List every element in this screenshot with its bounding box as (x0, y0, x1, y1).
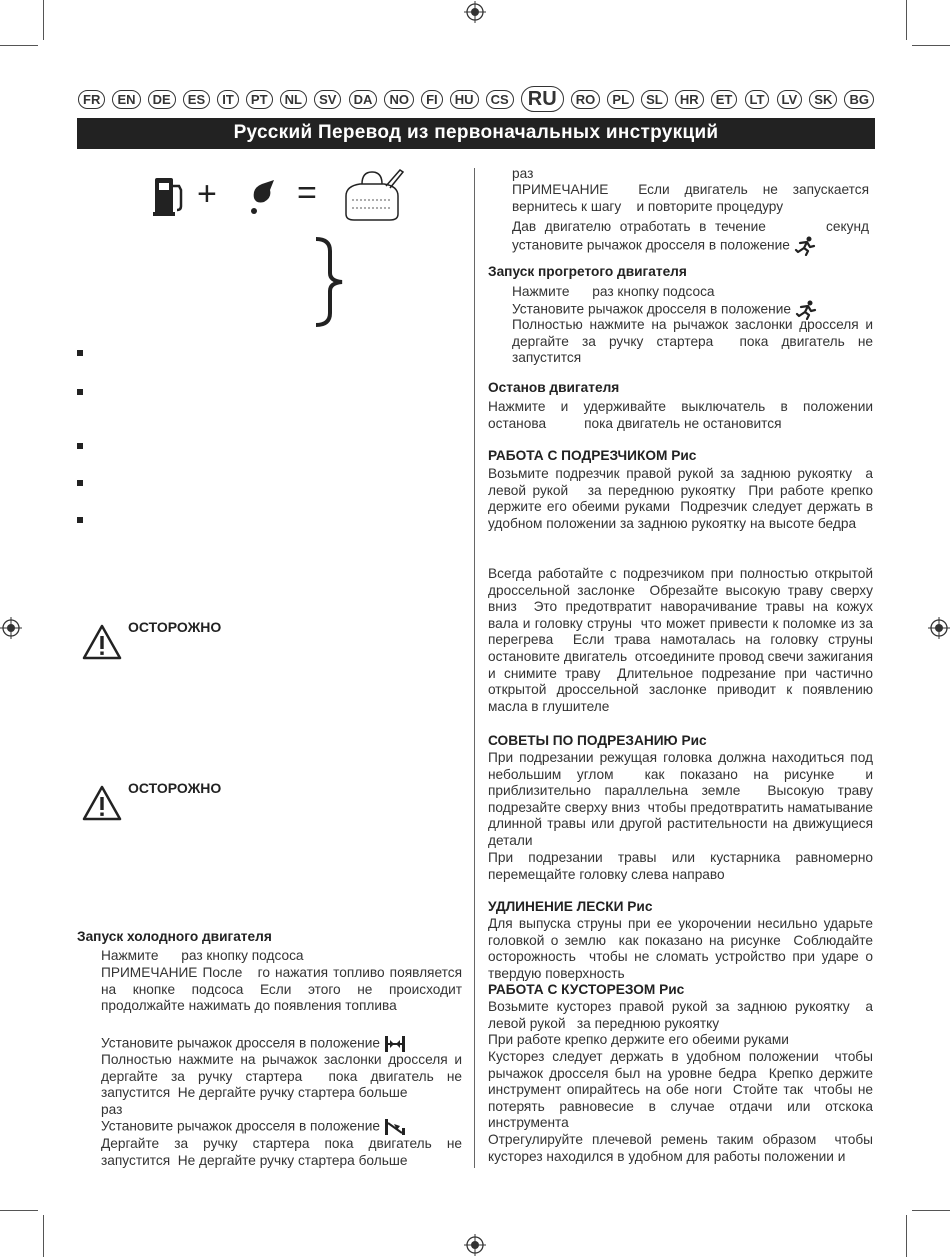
section-heading-tips: СОВЕТЫ ПО ПОДРЕЗАНИЮ Рис (488, 733, 707, 748)
section-heading-stop: Останов двигателя (488, 380, 620, 395)
bullet-marker (77, 350, 83, 356)
section-heading-warm-start: Запуск прогретого двигателя (488, 264, 687, 279)
fuel-can-icon (340, 166, 404, 222)
brushcutter-text: Отрегулируйте плечевой ремень таким образом чтобы кусторез находился в удобном для работы положении и (488, 1132, 877, 1164)
section-heading-brushcutter: РАБОТА С КУСТОРЕЗОМ Рис (488, 982, 685, 997)
line-text: Для выпуска струны при ее укорочении несильно ударьте головкой о землю как показано на рисунке Соблюдайте осторожность чтобы не сломать устройство при ударе о твердую поверхность (488, 916, 877, 981)
step-text (512, 219, 873, 256)
language-pt: PT (246, 90, 273, 109)
bullet-marker (77, 480, 83, 486)
language-hu: HU (450, 90, 479, 109)
crop-mark (912, 45, 950, 46)
language-nl: NL (280, 90, 307, 109)
language-en: EN (112, 90, 140, 109)
section-heading-cold-start: Запуск холодного двигателя (77, 929, 272, 944)
section-heading-line: УДЛИНЕНИЕ ЛЕСКИ Рис (488, 899, 653, 914)
bullet-marker (77, 389, 83, 395)
language-es: ES (183, 90, 210, 109)
warning-label: ОСТОРОЖНО (128, 619, 222, 635)
language-de: DE (148, 90, 176, 109)
choke-closed-icon (384, 1035, 406, 1053)
cold-start-step-text: Установите рычажок дросселя в положение (101, 1035, 380, 1051)
language-hr: HR (675, 90, 704, 109)
cold-start-step: Дергайте за ручку стартера пока двигатель не запустится Не дергайте ручку стартера больше (101, 1136, 466, 1168)
cold-start-step-text: Установите рычажок дросселя в положение (101, 1118, 380, 1134)
registration-mark-icon (928, 617, 950, 639)
language-it: IT (217, 90, 239, 109)
registration-mark-icon (464, 1234, 486, 1256)
oil-drop-icon (244, 178, 280, 216)
cold-start-step: Полностью нажмите на рычажок заслонки дросселя и дергайте за ручку стартера пока двигатель не запустится Не дергайте ручку стартера больше (101, 1052, 466, 1101)
stop-text: Нажмите и удерживайте выключатель в положении останова пока двигатель не остановится (488, 399, 877, 431)
language-bg: BG (844, 90, 874, 109)
plus-sign: + (197, 175, 217, 213)
crop-mark (0, 45, 38, 46)
fuel-pump-icon (153, 176, 187, 216)
language-fi: FI (421, 90, 443, 109)
language-fr: FR (78, 90, 105, 109)
registration-mark-icon (464, 1, 486, 23)
crop-mark (912, 1210, 950, 1211)
cold-start-step (101, 1118, 462, 1136)
crop-mark (906, 0, 907, 40)
warning-triangle-icon (82, 624, 122, 660)
language-cs: CS (486, 90, 514, 109)
page-title: Русский Перевод из первоначальных инструкций (77, 118, 875, 149)
brushcutter-text: Кусторез следует держать в удобном положении чтобы рычажок дросселя был на уровне бедра Крепко держите инструмент опирайтесь на обе ноги Стойте так чтобы не потерять равновесие в случае отдачи или отскока инструмента (488, 1049, 877, 1131)
column-divider (474, 168, 475, 1168)
warm-start-step: Нажмите раз кнопку подсоса (512, 284, 715, 299)
language-sk: SK (809, 90, 837, 109)
language-ro: RO (571, 90, 601, 109)
warm-start-step: Полностью нажмите на рычажок заслонки дросселя и дергайте за ручку стартера пока двигатель не запустится (512, 317, 877, 366)
continued-text: раз (512, 166, 534, 181)
language-sv: SV (314, 90, 341, 109)
cold-start-note: ПРИМЕЧАНИЕ После го нажатия топливо появляется на кнопке подсоса Если этого не происходит продолжайте нажимать до появления топлива (101, 965, 466, 1014)
section-heading-trimmer: РАБОТА С ПОДРЕЗЧИКОМ Рис (488, 448, 697, 463)
language-et: ET (711, 90, 738, 109)
warning-triangle-icon (82, 785, 122, 821)
brushcutter-text: При работе крепко держите его обеими руками (488, 1032, 789, 1047)
language-no: NO (384, 90, 414, 109)
language-da: DA (349, 90, 378, 109)
note-text: ПРИМЕЧАНИЕ Если двигатель не запускается вернитесь к шагу и повторите процедуру (512, 182, 873, 214)
crop-mark (906, 1215, 907, 1257)
cold-start-step (101, 1035, 462, 1053)
run-position-icon (794, 236, 816, 256)
language-sl: SL (641, 90, 668, 109)
language-lv: LV (777, 90, 803, 109)
brushcutter-text: Возьмите кусторез правой рукой за заднюю рукоятку а левой рукой за переднюю рукоятку (488, 999, 877, 1031)
curly-brace-icon (312, 237, 346, 327)
language-pl: PL (607, 90, 634, 109)
cold-start-step: Нажмите раз кнопку подсоса (101, 948, 304, 963)
crop-mark (43, 1215, 44, 1257)
language-lt: LT (745, 90, 770, 109)
language-ru: RU (521, 86, 564, 112)
language-selector (78, 86, 874, 112)
warning-label: ОСТОРОЖНО (128, 780, 222, 796)
crop-mark (0, 1210, 38, 1211)
tips-text: При подрезании травы или кустарника равномерно перемещайте головку слева направо (488, 850, 877, 882)
registration-mark-icon (0, 617, 22, 639)
cold-start-step: раз (101, 1102, 123, 1117)
tips-text: При подрезании режущая головка должна находиться под небольшим углом как показано на рисунке и приблизительно параллельна земле Высокую траву подрезайте сверху вниз чтобы предотвратить наматывание длинной травы или другой растительности на движущиеся детали (488, 750, 877, 848)
crop-mark (43, 0, 44, 40)
choke-half-icon (384, 1118, 406, 1136)
equals-sign: = (297, 174, 317, 212)
warm-start-step-text: Установите рычажок дросселя в положение (512, 301, 791, 317)
bullet-marker (77, 443, 83, 449)
bullet-marker (77, 517, 83, 523)
trimmer-text: Возьмите подрезчик правой рукой за заднюю рукоятку а левой рукой за переднюю рукоятку При работе крепко держите его обеими руками Подрезчик следует держать в удобном положении за заднюю рукоятку на высоте бедра (488, 466, 877, 531)
trimmer-text: Всегда работайте с подрезчиком при полностью открытой дроссельной заслонке Обрезайте высокую траву сверху вниз Это предотвратит наворачивание травы на кожух вала и головку струны что может привести к поломке из за перегрева Если трава намоталась на головку струны остановите двигатель отсоедините провод свечи зажигания и снимите траву Длительное подрезание при частично открытой дроссельной заслонке приводит к появлению масла в глушителе (488, 566, 877, 714)
step-text-content: Дав двигателю отработать в течение секунд установите рычажок дросселя в положение (512, 219, 873, 253)
